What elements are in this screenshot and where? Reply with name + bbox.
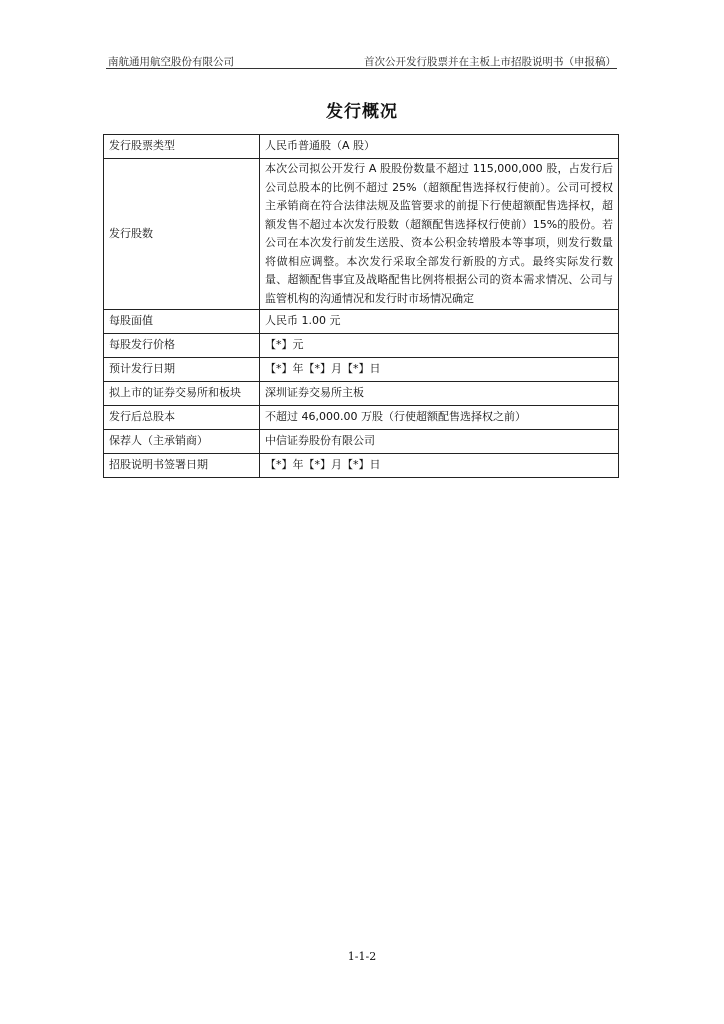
row-value: 深圳证券交易所主板 <box>260 382 619 406</box>
row-key: 发行后总股本 <box>104 406 260 430</box>
table-row <box>104 135 619 159</box>
header-divider <box>106 68 617 69</box>
row-key: 预计发行日期 <box>104 358 260 382</box>
page-title: 发行概况 <box>326 102 398 122</box>
row-key: 每股发行价格 <box>104 334 260 358</box>
row-value: 【*】元 <box>260 334 619 358</box>
row-key: 发行股数 <box>104 159 260 310</box>
offering-summary-table <box>103 134 619 478</box>
page-number: 1-1-2 <box>347 950 377 963</box>
row-value: 【*】年【*】月【*】日 <box>260 454 619 478</box>
row-value: 人民币 1.00 元 <box>260 310 619 334</box>
table-row <box>104 334 619 358</box>
header-doc-title: 首次公开发行股票并在主板上市招股说明书（申报稿） <box>364 56 616 68</box>
table-row <box>104 406 619 430</box>
table-row <box>104 382 619 406</box>
row-value: 中信证券股份有限公司 <box>260 430 619 454</box>
row-key: 保荐人（主承销商） <box>104 430 260 454</box>
row-value: 人民币普通股（A 股） <box>260 135 619 159</box>
running-header <box>108 54 616 68</box>
table-row <box>104 159 619 310</box>
row-value: 【*】年【*】月【*】日 <box>260 358 619 382</box>
row-key: 招股说明书签署日期 <box>104 454 260 478</box>
row-value: 不超过 46,000.00 万股（行使超额配售选择权之前） <box>260 406 619 430</box>
row-key: 拟上市的证券交易所和板块 <box>104 382 260 406</box>
table-row <box>104 454 619 478</box>
table-row <box>104 358 619 382</box>
table-row <box>104 310 619 334</box>
row-key: 发行股票类型 <box>104 135 260 159</box>
header-company: 南航通用航空股份有限公司 <box>108 56 234 68</box>
row-value: 本次公司拟公开发行 A 股股份数量不超过 115,000,000 股，占发行后公司总股本的比例不超过 25%（超额配售选择权行使前）。公司可授权主承销商在符合法律法规及监管要求的前提下行使超额配售选择权，超额发售不超过本次发行股数（超额配售选择权行使前）15%的股份。若公司在本次发行前发生送股、资本公积金转增股本等事项，则发行数量将做相应调整。本次发行采取全部发行新股的方式。最终实际发行数量、超额配售事宜及战略配售比例将根据公司的资本需求情况、公司与监管机构的沟通情况和发行时市场情况确定 <box>260 159 619 310</box>
table-row <box>104 430 619 454</box>
row-key: 每股面值 <box>104 310 260 334</box>
